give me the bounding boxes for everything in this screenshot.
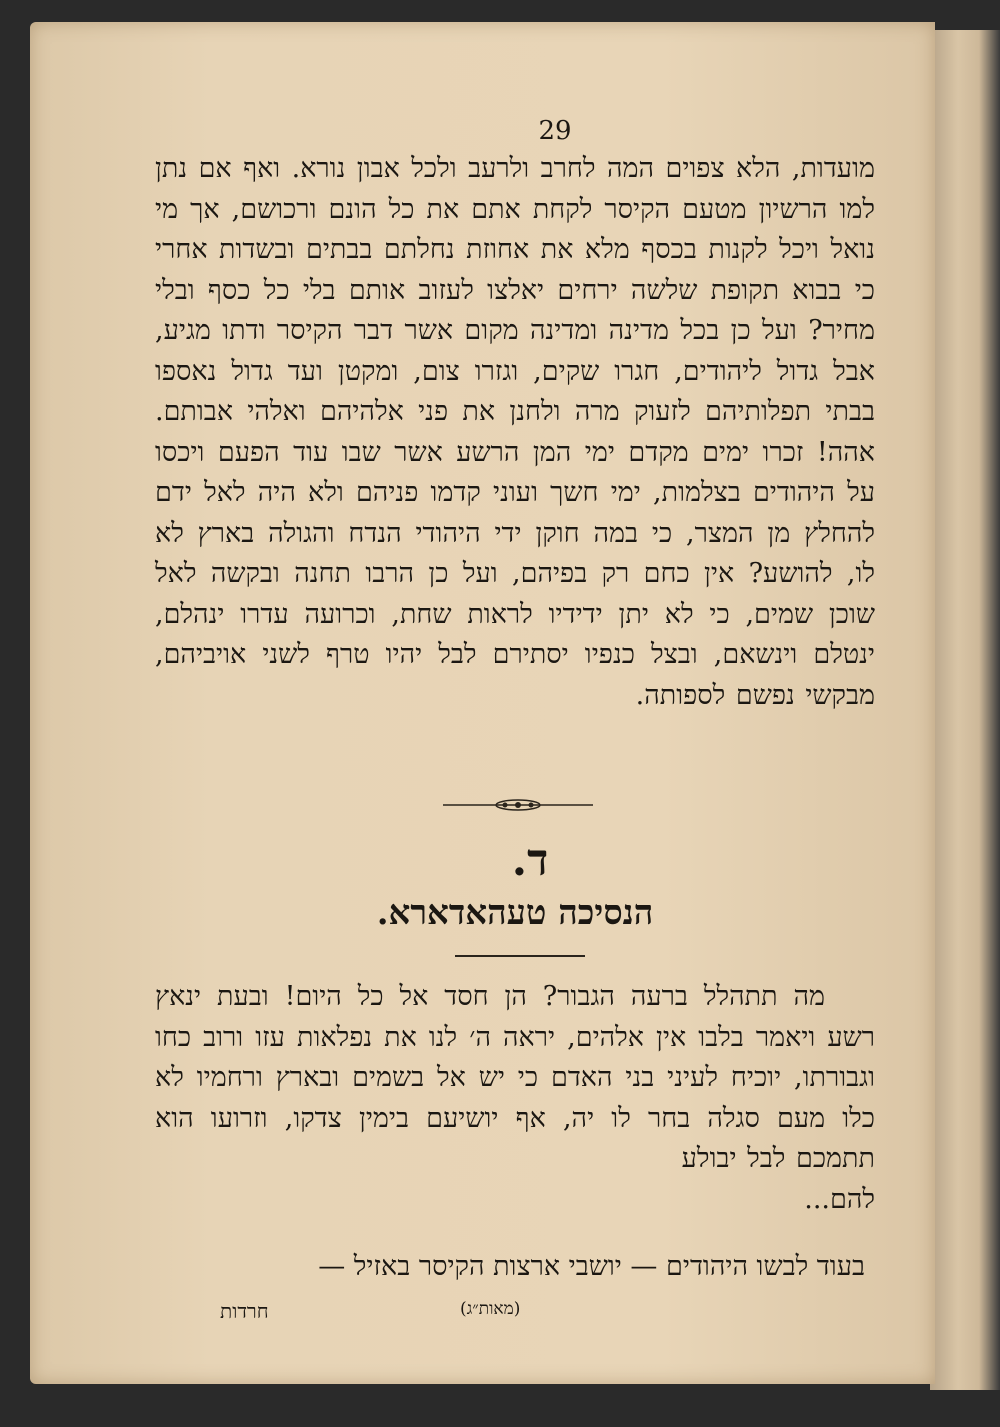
paragraph-last-line: להם...	[804, 1183, 875, 1215]
book-page	[30, 22, 935, 1384]
ornament-divider-icon	[443, 797, 593, 813]
chapter-letter: ד.	[511, 835, 549, 886]
title-rule	[455, 955, 585, 957]
paragraph-text: מועדות, הלא צפוים המה לחרב ולרעב ולכל אבון נורא. ואף אם נתן למו הרשיון מטעם הקיסר לקחת אתם את כל הונם ורכושם, אך מי נואל ויכל לקנות בכסף מלא את אחוזת נחלתם בבתים ובשדות אחרי כי בבוא תקופת שלשה ירחים יאלצו לעזוב אותם בלי כל כסף ובלי מחיר? ועל כן בכל מדינה ומדינה מקום אשר דבר הקיסר ודתו מגיע, אבל גדול ליהודים, חגרו שקים, וגזרו צום, ומקטן ועד גדול נאספו בבתי תפלותיהם לזעוק מרה ולחנן את פני אלהיהם ואלהי אבותם. אהה! זכרו ימים מקדם ימי המן הרשע אשר שבו עוד הפעם ויכסו על היהודים בצלמות, ימי חשך ועוני קדמו פניהם ולא היה לאל ידם להחלץ מן המצר, כי במה חוקן ידי היהודי הנדח והגולה בארץ לא לו, להושע? אין כחם רק בפיהם, ועל כן הרבו תחנה ובקשה לאל שוכן שמים, כי לא יתן ידידיו לראות שחת, וכרועה עדרו ינהלם, ינטלם וינשאם, ובצל כנפיו יסתירם לבל יהיו טרף לשני אויביהם, מבקשי נפשם לספותה.	[155, 153, 875, 711]
book-edge	[930, 30, 1000, 1390]
paragraph-section-1	[155, 149, 875, 716]
page-number: 29	[538, 116, 572, 146]
paragraph-text: מה תתהלל ברעה הגבור? הן חסד אל כל היום! ובעת ינאץ רשע ויאמר בלבו אין אלהים, יראה ה׳ לנו את נפלאות עזו ורוב כחו וגבורתו, יוכיח לעיני בני האדם כי יש אל בשמים ובארץ ורחמיו לא כלו מעם סגלה בחר לו יה, אף יושיעם בימין צדקו, וזרועו הוא תתמכם לבל יבולע	[155, 981, 875, 1174]
chapter-title: הנסיכה טעהאדארא.	[376, 893, 654, 933]
paragraph-section-2	[155, 977, 875, 1220]
footer-catchword: חרדות	[220, 1299, 269, 1323]
footer-continuation-line: בעוד לבשו היהודים — יושבי ארצות הקיסר באזיל —	[318, 1251, 865, 1282]
footer-signature: (מאות״ג)	[460, 1299, 521, 1319]
